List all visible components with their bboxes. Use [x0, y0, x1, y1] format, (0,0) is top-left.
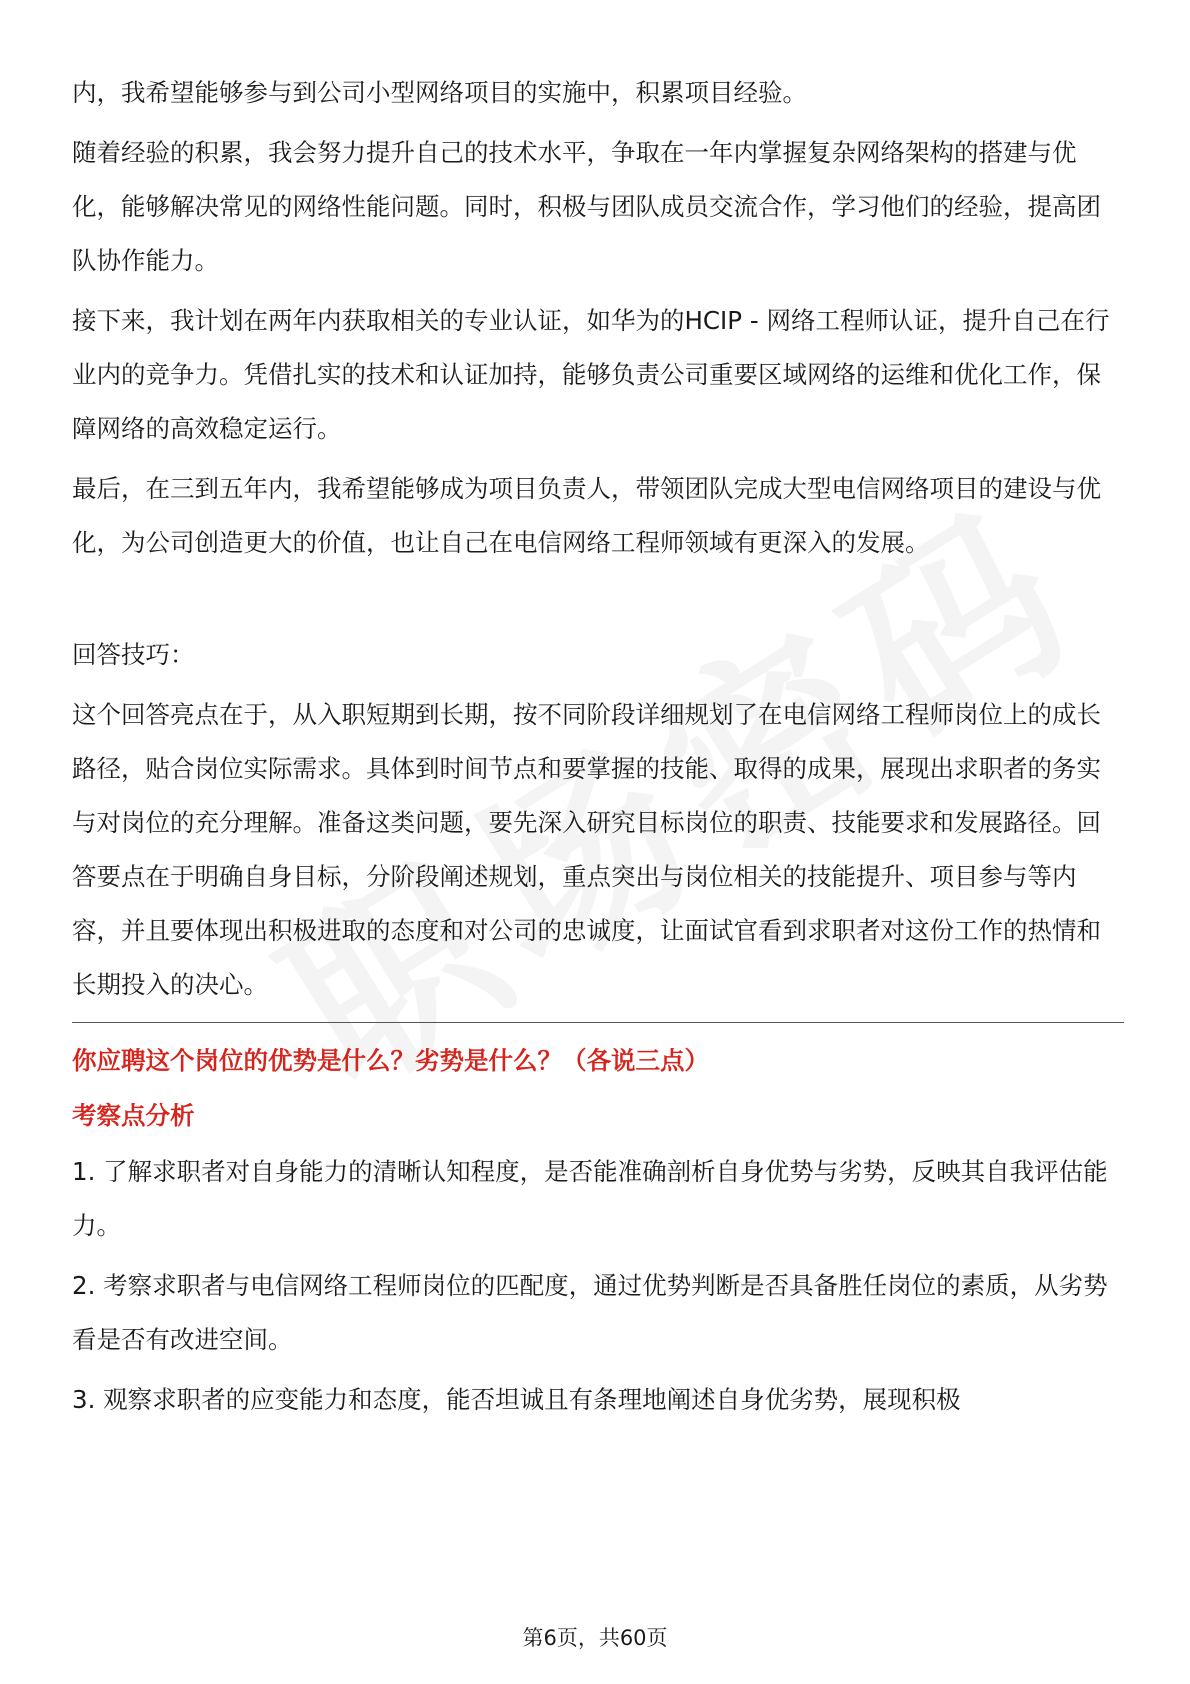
analysis-item: 2. 考察求职者与电信网络工程师岗位的匹配度，通过优势判断是否具备胜任岗位的素质，从劣势看是否有改进空间。 [72, 1271, 1108, 1354]
content-area [72, 66, 1124, 1433]
analysis-item: 1. 了解求职者对自身能力的清晰认知程度，是否能准确剖析自身优势与劣势，反映其自我评估能力。 [72, 1157, 1108, 1240]
spacer [72, 576, 1124, 628]
analysis-item: 3. 观察求职者的应变能力和态度，能否坦诚且有条理地阐述自身优劣势，展现积极 [72, 1385, 961, 1414]
paragraph: 接下来，我计划在两年内获取相关的专业认证，如华为的HCIP - 网络工程师认证，提升自己在行业内的竞争力。凭借扎实的技术和认证加持，能够负责公司重要区域网络的运维和优化工作，保障网络的高效稳定运行。 [72, 306, 1110, 443]
section-divider [72, 1022, 1124, 1023]
page-number: 第6页，共60页 [522, 1626, 668, 1650]
analysis-title: 考察点分析 [72, 1101, 195, 1130]
paragraph: 最后，在三到五年内，我希望能够成为项目负责人，带领团队完成大型电信网络项目的建设与优化，为公司创造更大的价值，也让自己在电信网络工程师领域有更深入的发展。 [72, 474, 1101, 557]
paragraph: 内，我希望能够参与到公司小型网络项目的实施中，积累项目经验。 [72, 78, 807, 107]
tips-label: 回答技巧： [72, 640, 195, 669]
question-title: 你应聘这个岗位的优势是什么？劣势是什么？（各说三点） [72, 1046, 709, 1075]
tips-text: 这个回答亮点在于，从入职短期到长期，按不同阶段详细规划了在电信网络工程师岗位上的成长路径，贴合岗位实际需求。具体到时间节点和要掌握的技能、取得的成果，展现出求职者的务实与对岗位的充分理解。准备这类问题，要先深入研究目标岗位的职责、技能要求和发展路径。回答要点在于明确自身目标，分阶段阐述规划，重点突出与岗位相关的技能提升、项目参与等内容，并且要体现出积极进取的态度和对公司的忠诚度，让面试官看到求职者对这份工作的热情和长期投入的决心。 [72, 700, 1101, 999]
paragraph: 随着经验的积累，我会努力提升自己的技术水平，争取在一年内掌握复杂网络架构的搭建与优化，能够解决常见的网络性能问题。同时，积极与团队成员交流合作，学习他们的经验，提高团队协作能力。 [72, 138, 1101, 275]
